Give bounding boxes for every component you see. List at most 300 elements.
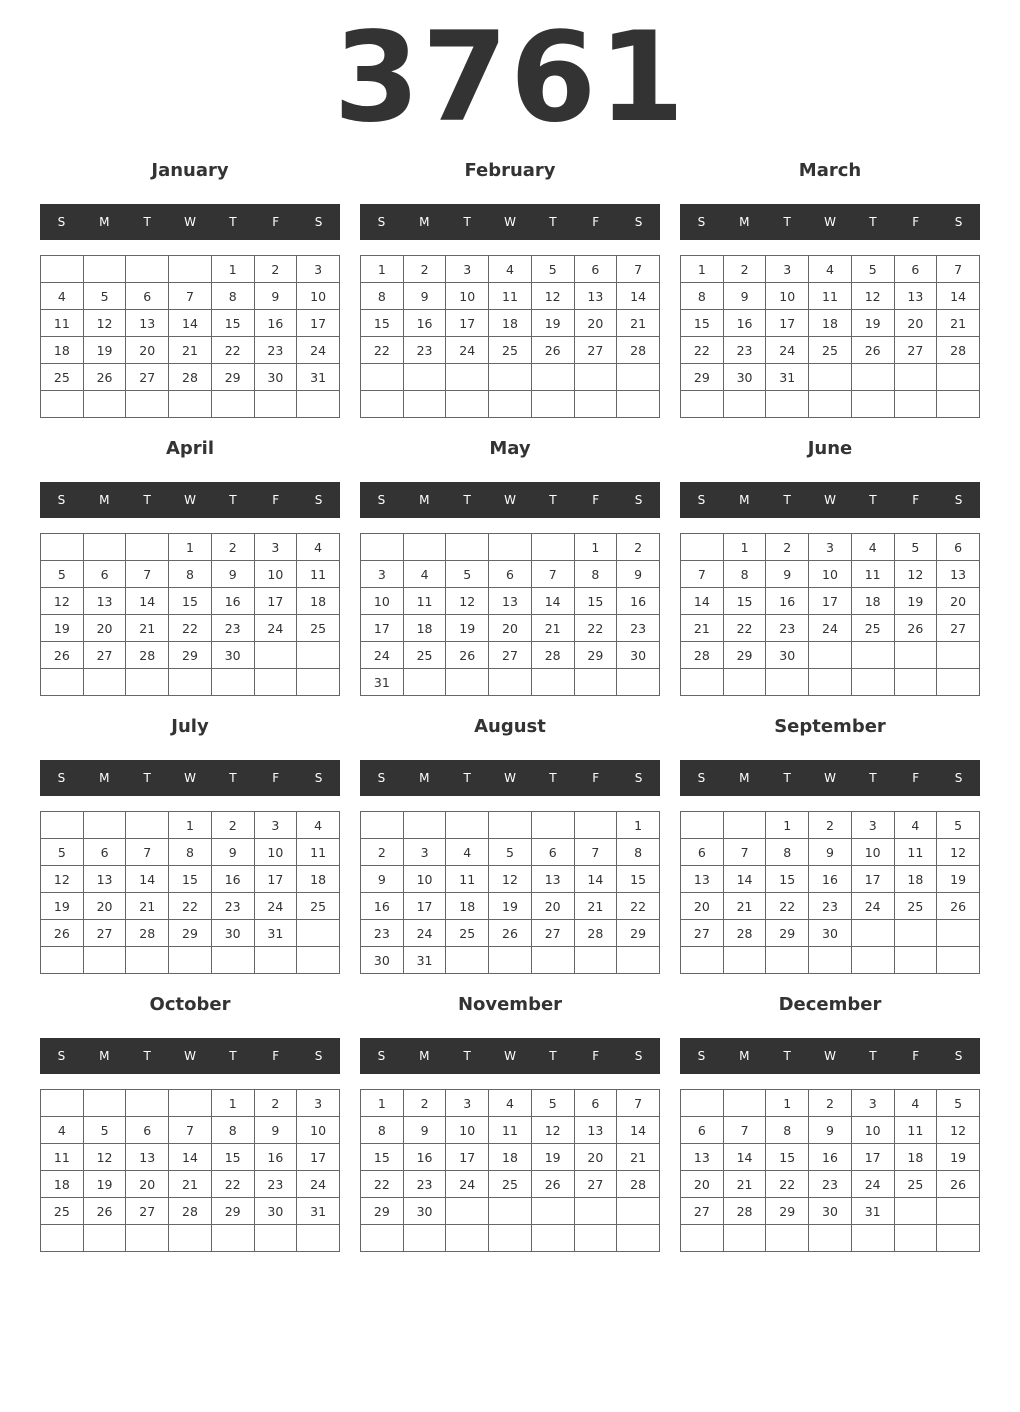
day-cell: 30 <box>766 642 809 669</box>
day-cell: 6 <box>681 1117 724 1144</box>
day-cell: 23 <box>211 893 254 920</box>
weekday-label: F <box>272 1049 280 1063</box>
week-row <box>41 866 340 893</box>
day-cell: 23 <box>403 337 446 364</box>
weekday-label: W <box>504 215 516 229</box>
day-cell: 7 <box>531 561 574 588</box>
day-cell: 28 <box>723 920 766 947</box>
day-cell: 30 <box>254 364 297 391</box>
day-cell: 5 <box>531 256 574 283</box>
empty-day-cell <box>169 256 212 283</box>
day-cell: 18 <box>894 866 937 893</box>
empty-day-cell <box>894 920 937 947</box>
day-cell: 3 <box>297 256 340 283</box>
weekday-label: W <box>824 771 836 785</box>
day-cell: 21 <box>531 615 574 642</box>
weekday-label: F <box>912 1049 920 1063</box>
day-cell: 18 <box>809 310 852 337</box>
weekday-label: S <box>57 493 66 507</box>
day-cell: 5 <box>489 839 532 866</box>
empty-day-cell <box>446 669 489 696</box>
day-cell: 27 <box>83 642 126 669</box>
empty-day-cell <box>83 947 126 974</box>
week-row <box>41 642 340 669</box>
day-cell: 7 <box>937 256 980 283</box>
day-cell: 21 <box>169 1171 212 1198</box>
empty-day-cell <box>446 391 489 418</box>
week-row <box>361 920 660 947</box>
week-row <box>361 893 660 920</box>
empty-day-cell <box>446 1198 489 1225</box>
weekday-label: M <box>99 493 110 507</box>
empty-day-cell <box>126 1090 169 1117</box>
empty-day-cell <box>894 947 937 974</box>
weekday-label: T <box>783 493 791 507</box>
day-cell: 7 <box>126 561 169 588</box>
empty-day-cell <box>851 1225 894 1252</box>
week-row <box>681 391 980 418</box>
day-cell: 3 <box>766 256 809 283</box>
empty-day-cell <box>681 391 724 418</box>
day-grid <box>40 1089 340 1252</box>
month-name: September <box>774 716 886 737</box>
weekday-header <box>40 204 340 240</box>
day-cell: 7 <box>723 839 766 866</box>
week-row <box>361 669 660 696</box>
empty-day-cell <box>723 391 766 418</box>
day-cell: 13 <box>489 588 532 615</box>
day-cell: 12 <box>41 588 84 615</box>
day-cell: 11 <box>489 283 532 310</box>
day-cell: 7 <box>169 1117 212 1144</box>
empty-day-cell <box>937 1198 980 1225</box>
weekday-label: W <box>824 215 836 229</box>
day-cell: 2 <box>617 534 660 561</box>
empty-day-cell <box>574 364 617 391</box>
day-cell: 11 <box>446 866 489 893</box>
empty-day-cell <box>489 812 532 839</box>
week-row <box>681 588 980 615</box>
day-cell: 10 <box>766 283 809 310</box>
day-cell: 10 <box>851 1117 894 1144</box>
empty-day-cell <box>574 812 617 839</box>
empty-day-cell <box>83 1090 126 1117</box>
day-cell: 25 <box>41 364 84 391</box>
day-cell: 20 <box>681 1171 724 1198</box>
day-cell: 26 <box>937 893 980 920</box>
empty-day-cell <box>723 669 766 696</box>
day-cell: 14 <box>169 310 212 337</box>
empty-day-cell <box>403 1225 446 1252</box>
day-cell: 30 <box>723 364 766 391</box>
day-cell: 24 <box>446 337 489 364</box>
day-cell: 12 <box>83 310 126 337</box>
day-cell: 9 <box>809 839 852 866</box>
day-cell: 17 <box>297 310 340 337</box>
day-cell: 27 <box>681 920 724 947</box>
month-name: June <box>807 438 853 459</box>
day-cell: 19 <box>446 615 489 642</box>
day-cell: 17 <box>361 615 404 642</box>
day-cell: 14 <box>617 283 660 310</box>
day-cell: 17 <box>766 310 809 337</box>
empty-day-cell <box>403 391 446 418</box>
week-row <box>361 866 660 893</box>
empty-day-cell <box>126 1225 169 1252</box>
day-cell: 29 <box>169 642 212 669</box>
day-cell: 5 <box>41 839 84 866</box>
day-cell: 9 <box>211 839 254 866</box>
day-cell: 2 <box>723 256 766 283</box>
empty-day-cell <box>489 364 532 391</box>
weekday-label: S <box>634 215 643 229</box>
day-cell: 16 <box>211 588 254 615</box>
empty-day-cell <box>851 669 894 696</box>
week-row <box>41 1117 340 1144</box>
day-cell: 24 <box>766 337 809 364</box>
weekday-label: T <box>463 215 471 229</box>
day-cell: 10 <box>809 561 852 588</box>
day-cell: 15 <box>361 1144 404 1171</box>
empty-day-cell <box>766 947 809 974</box>
day-cell: 24 <box>254 893 297 920</box>
day-cell: 20 <box>894 310 937 337</box>
week-row <box>681 561 980 588</box>
day-cell: 22 <box>169 893 212 920</box>
empty-day-cell <box>937 920 980 947</box>
day-cell: 4 <box>297 812 340 839</box>
empty-day-cell <box>617 364 660 391</box>
weekday-label: M <box>739 493 750 507</box>
weekday-label: S <box>697 215 706 229</box>
day-cell: 13 <box>531 866 574 893</box>
weekday-label: T <box>549 215 557 229</box>
day-cell: 2 <box>809 1090 852 1117</box>
day-cell: 29 <box>766 1198 809 1225</box>
empty-day-cell <box>574 947 617 974</box>
weekday-header <box>680 204 980 240</box>
weekday-label: F <box>592 1049 600 1063</box>
day-cell: 26 <box>41 642 84 669</box>
day-cell: 14 <box>617 1117 660 1144</box>
day-cell: 6 <box>574 1090 617 1117</box>
day-cell: 2 <box>403 256 446 283</box>
day-cell: 20 <box>126 1171 169 1198</box>
day-cell: 11 <box>297 561 340 588</box>
empty-day-cell <box>894 364 937 391</box>
day-cell: 14 <box>169 1144 212 1171</box>
day-cell: 21 <box>937 310 980 337</box>
weekday-header <box>360 204 660 240</box>
day-cell: 19 <box>41 615 84 642</box>
day-cell: 1 <box>681 256 724 283</box>
day-cell: 20 <box>489 615 532 642</box>
empty-day-cell <box>211 1225 254 1252</box>
day-cell: 2 <box>361 839 404 866</box>
day-cell: 22 <box>211 1171 254 1198</box>
empty-day-cell <box>126 256 169 283</box>
day-grid <box>360 811 660 974</box>
empty-day-cell <box>681 812 724 839</box>
day-cell: 26 <box>894 615 937 642</box>
day-cell: 7 <box>681 561 724 588</box>
day-cell: 27 <box>126 1198 169 1225</box>
day-cell: 17 <box>851 1144 894 1171</box>
day-cell: 6 <box>894 256 937 283</box>
day-cell: 26 <box>937 1171 980 1198</box>
day-cell: 15 <box>169 588 212 615</box>
day-cell: 27 <box>574 1171 617 1198</box>
empty-day-cell <box>446 364 489 391</box>
day-cell: 2 <box>403 1090 446 1117</box>
empty-day-cell <box>894 1198 937 1225</box>
day-cell: 23 <box>723 337 766 364</box>
weekday-label: F <box>592 493 600 507</box>
day-cell: 22 <box>766 893 809 920</box>
day-cell: 12 <box>83 1144 126 1171</box>
day-cell: 13 <box>83 588 126 615</box>
day-cell: 6 <box>531 839 574 866</box>
empty-day-cell <box>531 669 574 696</box>
day-cell: 19 <box>894 588 937 615</box>
day-cell: 16 <box>723 310 766 337</box>
day-cell: 23 <box>766 615 809 642</box>
day-cell: 29 <box>574 642 617 669</box>
day-cell: 10 <box>851 839 894 866</box>
day-cell: 4 <box>809 256 852 283</box>
week-row <box>361 1117 660 1144</box>
empty-day-cell <box>489 1198 532 1225</box>
empty-day-cell <box>937 1225 980 1252</box>
day-cell: 13 <box>574 283 617 310</box>
day-cell: 31 <box>766 364 809 391</box>
weekday-label: W <box>504 771 516 785</box>
week-row <box>41 669 340 696</box>
weekday-label: S <box>377 1049 386 1063</box>
weekday-label: S <box>377 215 386 229</box>
day-cell: 9 <box>403 283 446 310</box>
day-cell: 26 <box>83 364 126 391</box>
day-cell: 9 <box>809 1117 852 1144</box>
weekday-label: S <box>314 493 323 507</box>
empty-day-cell <box>531 812 574 839</box>
empty-day-cell <box>41 812 84 839</box>
empty-day-cell <box>41 669 84 696</box>
empty-day-cell <box>894 669 937 696</box>
day-cell: 23 <box>403 1171 446 1198</box>
day-cell: 1 <box>211 256 254 283</box>
day-cell: 3 <box>809 534 852 561</box>
day-cell: 21 <box>617 1144 660 1171</box>
day-cell: 3 <box>361 561 404 588</box>
month-name: July <box>171 716 209 737</box>
day-cell: 19 <box>83 337 126 364</box>
empty-day-cell <box>617 1198 660 1225</box>
empty-day-cell <box>851 947 894 974</box>
empty-day-cell <box>446 812 489 839</box>
day-cell: 7 <box>126 839 169 866</box>
weekday-label: T <box>143 1049 151 1063</box>
empty-day-cell <box>169 669 212 696</box>
weekday-label: T <box>549 493 557 507</box>
day-cell: 9 <box>723 283 766 310</box>
day-cell: 8 <box>766 839 809 866</box>
empty-day-cell <box>83 391 126 418</box>
day-cell: 23 <box>809 893 852 920</box>
empty-day-cell <box>937 947 980 974</box>
week-row <box>681 1144 980 1171</box>
empty-day-cell <box>531 391 574 418</box>
day-cell: 15 <box>211 1144 254 1171</box>
day-cell: 4 <box>894 812 937 839</box>
day-cell: 28 <box>126 642 169 669</box>
day-cell: 13 <box>681 1144 724 1171</box>
day-cell: 10 <box>446 283 489 310</box>
day-cell: 21 <box>169 337 212 364</box>
day-cell: 11 <box>894 1117 937 1144</box>
day-cell: 20 <box>531 893 574 920</box>
day-cell: 26 <box>489 920 532 947</box>
week-row <box>41 534 340 561</box>
day-cell: 27 <box>83 920 126 947</box>
day-cell: 19 <box>531 1144 574 1171</box>
day-cell: 5 <box>83 1117 126 1144</box>
day-cell: 26 <box>83 1198 126 1225</box>
day-cell: 15 <box>681 310 724 337</box>
empty-day-cell <box>617 391 660 418</box>
day-cell: 1 <box>766 812 809 839</box>
empty-day-cell <box>254 642 297 669</box>
week-row <box>41 1144 340 1171</box>
day-cell: 12 <box>531 283 574 310</box>
weekday-label: M <box>99 771 110 785</box>
day-cell: 19 <box>489 893 532 920</box>
day-cell: 11 <box>41 1144 84 1171</box>
day-cell: 26 <box>851 337 894 364</box>
weekday-label: S <box>314 1049 323 1063</box>
week-row <box>361 534 660 561</box>
day-cell: 6 <box>937 534 980 561</box>
weekday-header <box>40 482 340 518</box>
day-cell: 15 <box>169 866 212 893</box>
week-row <box>681 1090 980 1117</box>
day-cell: 16 <box>361 893 404 920</box>
empty-day-cell <box>723 1225 766 1252</box>
day-cell: 19 <box>937 866 980 893</box>
empty-day-cell <box>681 1225 724 1252</box>
weekday-header <box>360 760 660 796</box>
weekday-label: W <box>184 493 196 507</box>
week-row <box>41 893 340 920</box>
week-row <box>41 1171 340 1198</box>
day-cell: 31 <box>254 920 297 947</box>
day-cell: 1 <box>361 256 404 283</box>
day-cell: 7 <box>169 283 212 310</box>
day-cell: 8 <box>617 839 660 866</box>
weekday-label: S <box>314 771 323 785</box>
empty-day-cell <box>361 534 404 561</box>
weekday-label: S <box>377 493 386 507</box>
weekday-header <box>360 482 660 518</box>
day-cell: 11 <box>894 839 937 866</box>
day-cell: 8 <box>211 283 254 310</box>
empty-day-cell <box>937 669 980 696</box>
weekday-label: S <box>377 771 386 785</box>
day-cell: 30 <box>211 920 254 947</box>
year-title: 3761 <box>333 6 687 150</box>
day-cell: 11 <box>41 310 84 337</box>
month-name: February <box>464 160 556 181</box>
day-cell: 29 <box>723 642 766 669</box>
empty-day-cell <box>617 669 660 696</box>
weekday-label: F <box>592 771 600 785</box>
weekday-label: T <box>869 771 877 785</box>
day-cell: 30 <box>361 947 404 974</box>
empty-day-cell <box>851 642 894 669</box>
empty-day-cell <box>574 391 617 418</box>
empty-day-cell <box>809 947 852 974</box>
week-row <box>41 391 340 418</box>
week-row <box>41 337 340 364</box>
day-cell: 6 <box>126 283 169 310</box>
empty-day-cell <box>574 669 617 696</box>
day-cell: 29 <box>169 920 212 947</box>
day-cell: 10 <box>254 561 297 588</box>
day-cell: 1 <box>574 534 617 561</box>
empty-day-cell <box>361 812 404 839</box>
empty-day-cell <box>851 364 894 391</box>
empty-day-cell <box>766 669 809 696</box>
day-cell: 24 <box>297 337 340 364</box>
day-cell: 11 <box>489 1117 532 1144</box>
week-row <box>681 1225 980 1252</box>
empty-day-cell <box>361 364 404 391</box>
empty-day-cell <box>297 947 340 974</box>
month-name: April <box>165 438 215 459</box>
day-cell: 12 <box>41 866 84 893</box>
weekday-label: T <box>143 771 151 785</box>
day-grid <box>680 533 980 696</box>
day-cell: 19 <box>937 1144 980 1171</box>
day-cell: 31 <box>361 669 404 696</box>
empty-day-cell <box>41 947 84 974</box>
empty-day-cell <box>254 669 297 696</box>
day-cell: 8 <box>169 561 212 588</box>
weekday-label: W <box>184 771 196 785</box>
empty-day-cell <box>446 1225 489 1252</box>
day-cell: 2 <box>211 812 254 839</box>
day-cell: 14 <box>126 866 169 893</box>
day-cell: 22 <box>361 1171 404 1198</box>
day-cell: 28 <box>681 642 724 669</box>
weekday-label: F <box>272 215 280 229</box>
day-cell: 13 <box>681 866 724 893</box>
day-cell: 22 <box>574 615 617 642</box>
weekday-label: S <box>634 1049 643 1063</box>
empty-day-cell <box>254 391 297 418</box>
day-cell: 27 <box>489 642 532 669</box>
day-cell: 26 <box>41 920 84 947</box>
day-cell: 9 <box>254 1117 297 1144</box>
day-cell: 5 <box>531 1090 574 1117</box>
week-row <box>681 615 980 642</box>
day-cell: 3 <box>851 1090 894 1117</box>
day-cell: 6 <box>126 1117 169 1144</box>
empty-day-cell <box>403 669 446 696</box>
empty-day-cell <box>83 534 126 561</box>
empty-day-cell <box>446 947 489 974</box>
day-grid <box>680 811 980 974</box>
